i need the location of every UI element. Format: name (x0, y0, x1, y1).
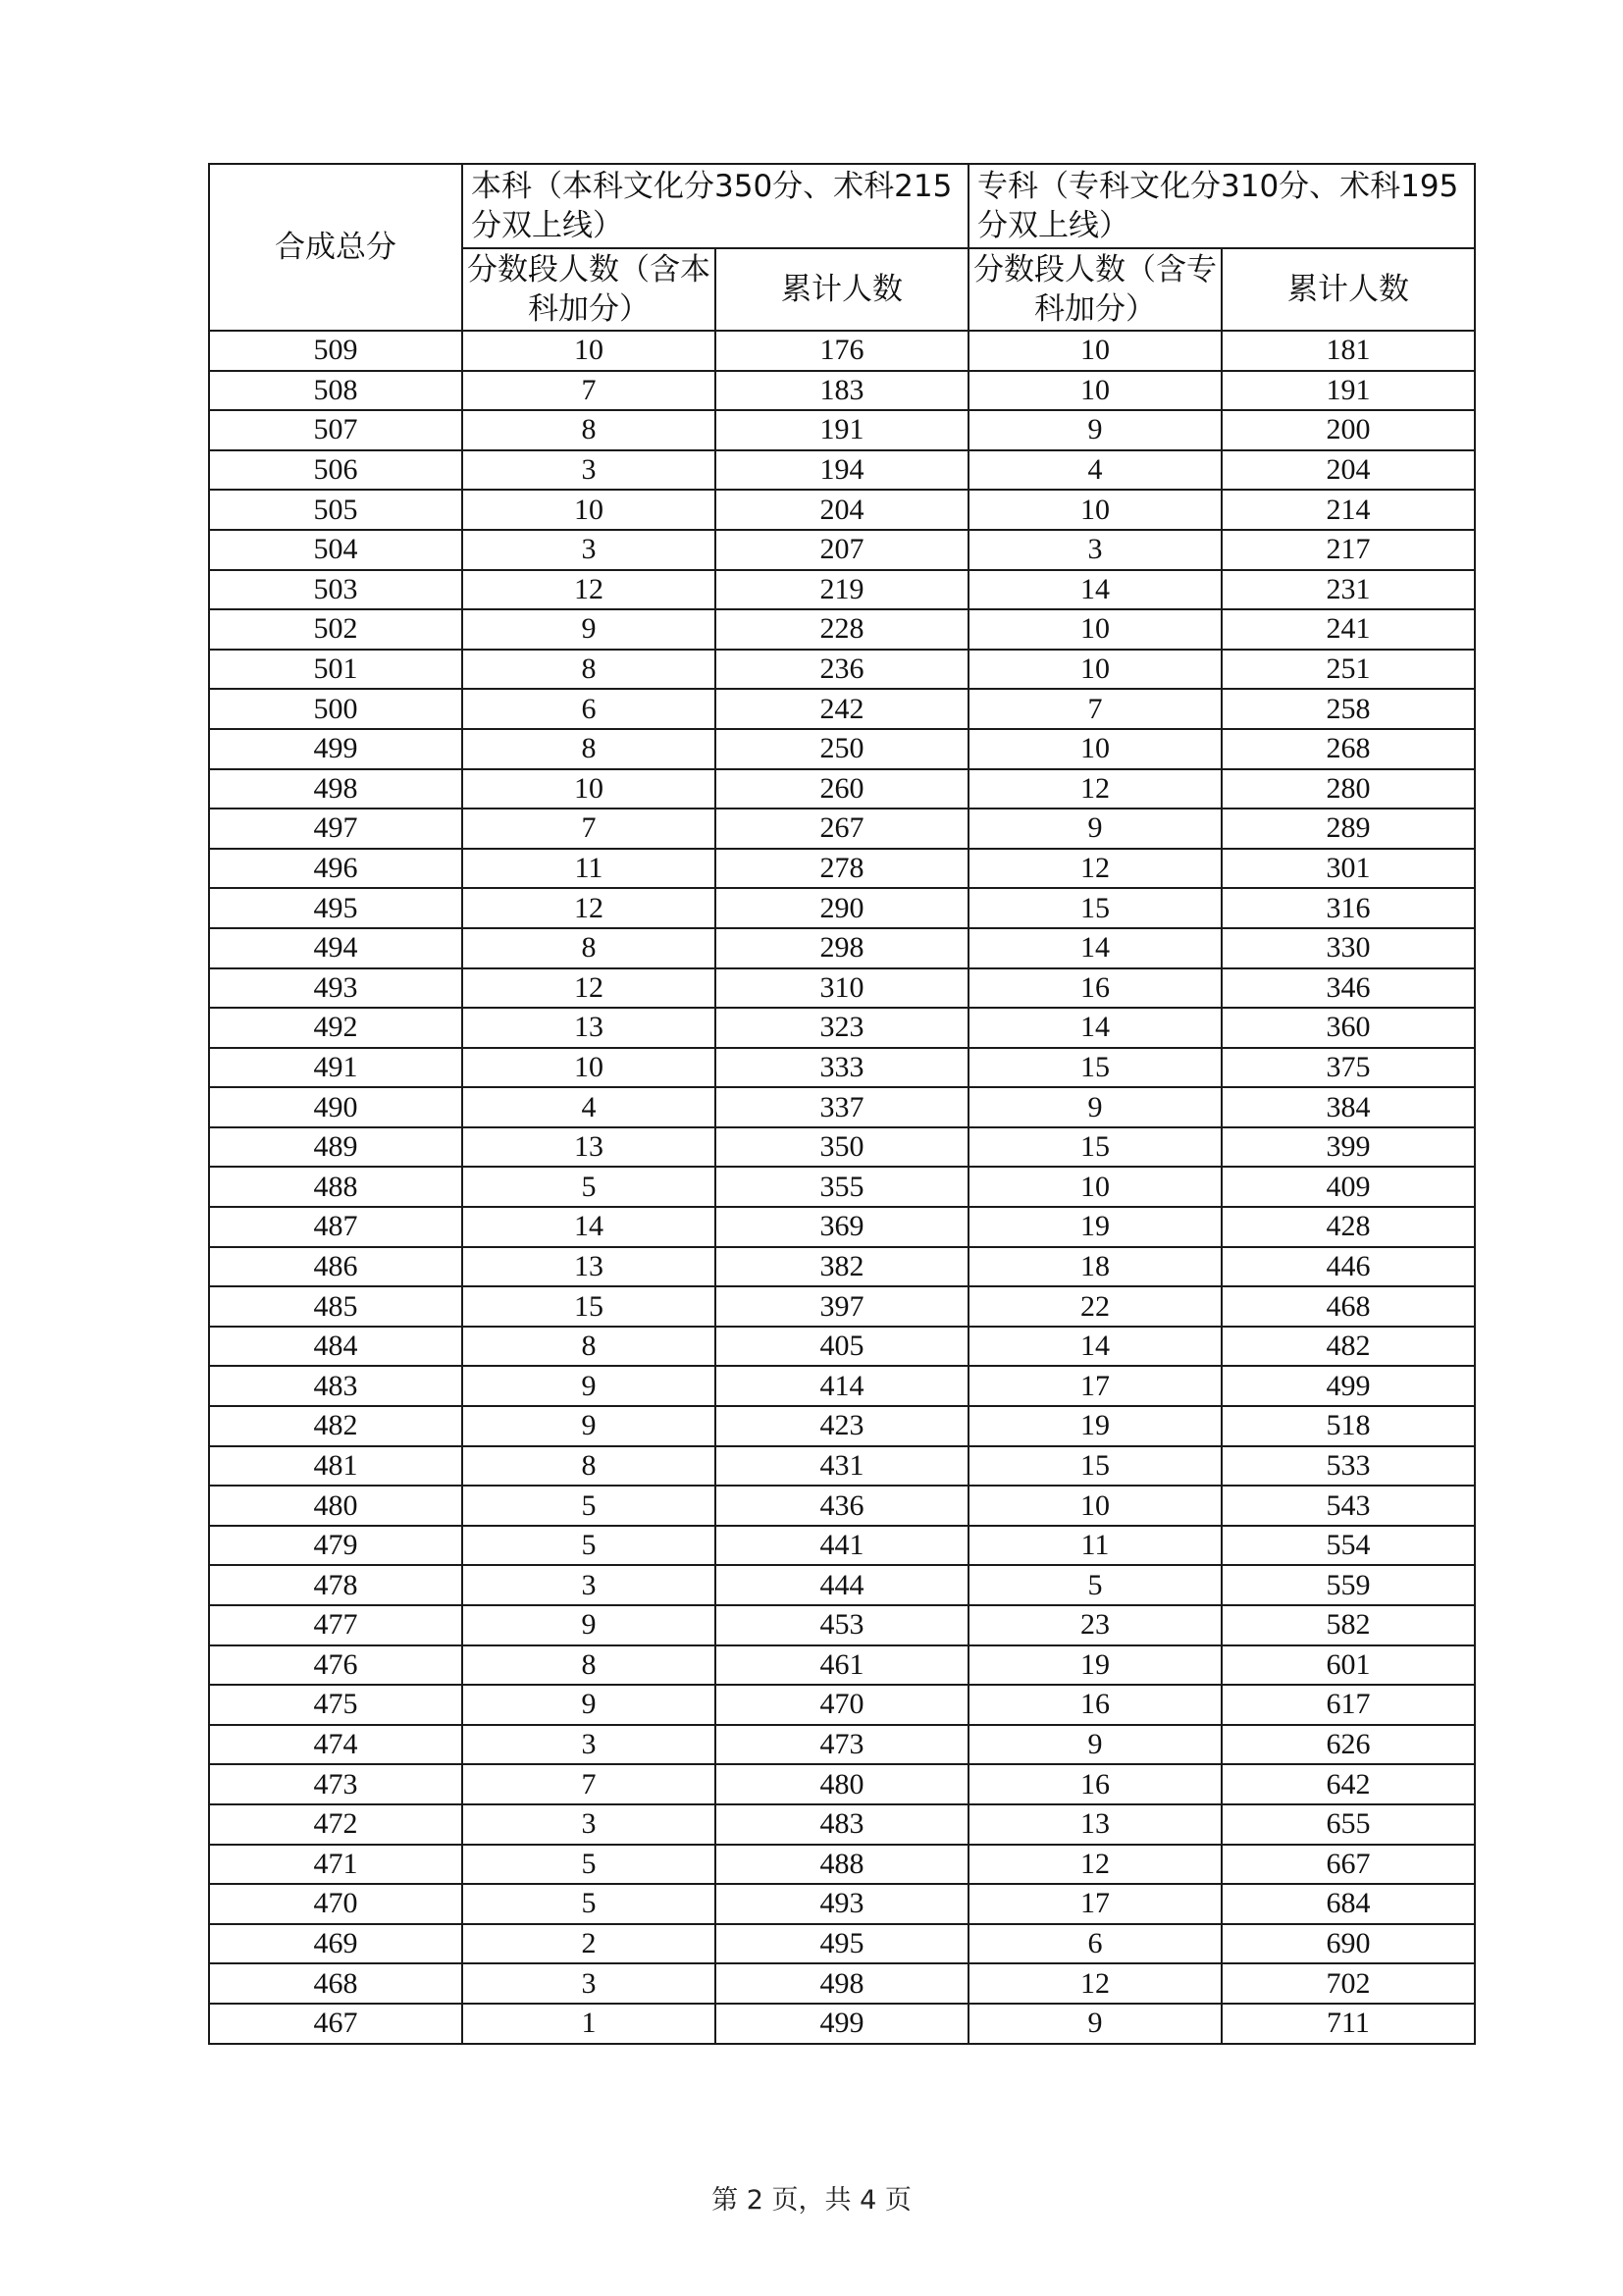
cell-bk-cumulative: 310 (715, 968, 969, 1009)
table-row (209, 1565, 1475, 1605)
cell-score: 482 (209, 1406, 462, 1446)
cell-score: 488 (209, 1167, 462, 1207)
cell-zk-count: 10 (969, 650, 1222, 690)
cell-zk-cumulative: 518 (1222, 1406, 1475, 1446)
cell-bk-count: 13 (462, 1008, 715, 1048)
cell-bk-cumulative: 337 (715, 1087, 969, 1127)
cell-bk-count: 3 (462, 1804, 715, 1845)
cell-zk-count: 14 (969, 1327, 1222, 1367)
header-zk-group: 专科（专科文化分310分、术科195分双上线） (969, 164, 1475, 248)
cell-bk-count: 10 (462, 1048, 715, 1088)
cell-zk-count: 9 (969, 809, 1222, 849)
cell-zk-count: 16 (969, 1685, 1222, 1725)
cell-zk-cumulative: 468 (1222, 1286, 1475, 1327)
cell-zk-count: 4 (969, 450, 1222, 491)
table-row (209, 650, 1475, 690)
cell-bk-cumulative: 219 (715, 570, 969, 610)
cell-bk-cumulative: 194 (715, 450, 969, 491)
cell-score: 497 (209, 809, 462, 849)
cell-zk-count: 10 (969, 729, 1222, 769)
cell-zk-count: 3 (969, 530, 1222, 570)
cell-zk-cumulative: 375 (1222, 1048, 1475, 1088)
cell-zk-cumulative: 684 (1222, 1884, 1475, 1924)
cell-zk-count: 22 (969, 1286, 1222, 1327)
table-row (209, 331, 1475, 371)
cell-bk-cumulative: 499 (715, 2004, 969, 2044)
table-row (209, 1486, 1475, 1526)
cell-bk-cumulative: 473 (715, 1725, 969, 1765)
cell-zk-cumulative: 384 (1222, 1087, 1475, 1127)
cell-bk-cumulative: 369 (715, 1207, 969, 1247)
cell-zk-cumulative: 181 (1222, 331, 1475, 371)
cell-zk-count: 19 (969, 1406, 1222, 1446)
cell-zk-cumulative: 499 (1222, 1366, 1475, 1406)
cell-zk-count: 15 (969, 1446, 1222, 1487)
cell-zk-count: 10 (969, 1486, 1222, 1526)
cell-score: 470 (209, 1884, 462, 1924)
cell-bk-count: 8 (462, 1446, 715, 1487)
cell-bk-cumulative: 423 (715, 1406, 969, 1446)
cell-score: 489 (209, 1127, 462, 1168)
cell-score: 509 (209, 331, 462, 371)
table-row (209, 410, 1475, 450)
cell-score: 472 (209, 1804, 462, 1845)
cell-zk-count: 16 (969, 968, 1222, 1009)
cell-zk-count: 10 (969, 1167, 1222, 1207)
cell-score: 474 (209, 1725, 462, 1765)
cell-zk-count: 12 (969, 769, 1222, 809)
cell-zk-count: 9 (969, 410, 1222, 450)
score-distribution-table (208, 163, 1476, 2045)
cell-bk-count: 7 (462, 809, 715, 849)
header-bk-count: 分数段人数（含本科加分） (462, 248, 715, 331)
table-row (209, 1605, 1475, 1645)
cell-score: 471 (209, 1845, 462, 1885)
cell-bk-cumulative: 382 (715, 1247, 969, 1287)
cell-zk-cumulative: 316 (1222, 888, 1475, 928)
cell-score: 478 (209, 1565, 462, 1605)
cell-zk-count: 9 (969, 1725, 1222, 1765)
cell-zk-count: 17 (969, 1366, 1222, 1406)
cell-score: 476 (209, 1645, 462, 1686)
cell-bk-count: 6 (462, 689, 715, 729)
cell-bk-cumulative: 498 (715, 1963, 969, 2004)
cell-bk-count: 3 (462, 1963, 715, 2004)
table-row (209, 1366, 1475, 1406)
table-row (209, 1446, 1475, 1487)
cell-score: 495 (209, 888, 462, 928)
table-row (209, 570, 1475, 610)
table-row (209, 1167, 1475, 1207)
cell-zk-cumulative: 617 (1222, 1685, 1475, 1725)
cell-zk-count: 15 (969, 888, 1222, 928)
cell-bk-cumulative: 405 (715, 1327, 969, 1367)
cell-zk-count: 16 (969, 1764, 1222, 1804)
cell-bk-cumulative: 453 (715, 1605, 969, 1645)
cell-zk-count: 14 (969, 570, 1222, 610)
cell-zk-cumulative: 582 (1222, 1605, 1475, 1645)
cell-score: 485 (209, 1286, 462, 1327)
table-row (209, 1645, 1475, 1686)
cell-zk-cumulative: 330 (1222, 928, 1475, 968)
cell-zk-count: 15 (969, 1048, 1222, 1088)
page-footer: 第 2 页，共 4 页 (711, 2185, 912, 2216)
cell-bk-count: 3 (462, 530, 715, 570)
cell-zk-count: 5 (969, 1565, 1222, 1605)
cell-bk-count: 7 (462, 371, 715, 411)
cell-score: 504 (209, 530, 462, 570)
cell-zk-cumulative: 360 (1222, 1008, 1475, 1048)
cell-bk-cumulative: 441 (715, 1526, 969, 1566)
cell-zk-cumulative: 214 (1222, 490, 1475, 530)
cell-bk-count: 3 (462, 1565, 715, 1605)
cell-bk-cumulative: 278 (715, 849, 969, 889)
cell-bk-count: 7 (462, 1764, 715, 1804)
cell-score: 505 (209, 490, 462, 530)
cell-bk-cumulative: 267 (715, 809, 969, 849)
cell-bk-count: 8 (462, 729, 715, 769)
cell-bk-count: 9 (462, 1685, 715, 1725)
table-row (209, 1327, 1475, 1367)
cell-bk-cumulative: 176 (715, 331, 969, 371)
cell-bk-count: 8 (462, 410, 715, 450)
cell-bk-cumulative: 191 (715, 410, 969, 450)
cell-zk-count: 7 (969, 689, 1222, 729)
table-row (209, 1924, 1475, 1964)
cell-zk-cumulative: 601 (1222, 1645, 1475, 1686)
table-row (209, 1526, 1475, 1566)
cell-zk-cumulative: 482 (1222, 1327, 1475, 1367)
cell-zk-count: 13 (969, 1804, 1222, 1845)
cell-score: 486 (209, 1247, 462, 1287)
cell-zk-cumulative: 301 (1222, 849, 1475, 889)
cell-zk-count: 10 (969, 331, 1222, 371)
cell-bk-cumulative: 495 (715, 1924, 969, 1964)
cell-bk-count: 2 (462, 1924, 715, 1964)
cell-bk-count: 9 (462, 1605, 715, 1645)
cell-bk-count: 12 (462, 570, 715, 610)
cell-zk-count: 10 (969, 371, 1222, 411)
cell-zk-cumulative: 428 (1222, 1207, 1475, 1247)
cell-zk-count: 14 (969, 928, 1222, 968)
table-row (209, 371, 1475, 411)
cell-zk-cumulative: 533 (1222, 1446, 1475, 1487)
cell-zk-cumulative: 626 (1222, 1725, 1475, 1765)
cell-bk-cumulative: 470 (715, 1685, 969, 1725)
cell-score: 496 (209, 849, 462, 889)
table-body (209, 331, 1475, 2044)
cell-zk-count: 10 (969, 490, 1222, 530)
cell-score: 480 (209, 1486, 462, 1526)
table-row (209, 1127, 1475, 1168)
cell-score: 477 (209, 1605, 462, 1645)
cell-score: 469 (209, 1924, 462, 1964)
cell-zk-cumulative: 191 (1222, 371, 1475, 411)
cell-zk-cumulative: 667 (1222, 1845, 1475, 1885)
cell-score: 500 (209, 689, 462, 729)
cell-score: 491 (209, 1048, 462, 1088)
table-row (209, 809, 1475, 849)
cell-bk-cumulative: 355 (715, 1167, 969, 1207)
cell-bk-cumulative: 204 (715, 490, 969, 530)
cell-bk-count: 15 (462, 1286, 715, 1327)
cell-zk-cumulative: 690 (1222, 1924, 1475, 1964)
cell-bk-cumulative: 483 (715, 1804, 969, 1845)
table-row (209, 928, 1475, 968)
cell-zk-cumulative: 289 (1222, 809, 1475, 849)
cell-zk-count: 19 (969, 1207, 1222, 1247)
cell-bk-cumulative: 250 (715, 729, 969, 769)
table-row (209, 1207, 1475, 1247)
cell-score: 473 (209, 1764, 462, 1804)
cell-bk-cumulative: 333 (715, 1048, 969, 1088)
cell-bk-count: 5 (462, 1167, 715, 1207)
cell-zk-cumulative: 268 (1222, 729, 1475, 769)
table-row (209, 1247, 1475, 1287)
cell-score: 479 (209, 1526, 462, 1566)
cell-zk-cumulative: 711 (1222, 2004, 1475, 2044)
cell-bk-count: 5 (462, 1486, 715, 1526)
cell-bk-cumulative: 236 (715, 650, 969, 690)
cell-zk-count: 10 (969, 609, 1222, 650)
table-row (209, 729, 1475, 769)
cell-bk-cumulative: 242 (715, 689, 969, 729)
table-row (209, 888, 1475, 928)
cell-bk-count: 3 (462, 450, 715, 491)
cell-bk-cumulative: 397 (715, 1286, 969, 1327)
cell-bk-count: 8 (462, 1645, 715, 1686)
table-row (209, 1048, 1475, 1088)
cell-score: 502 (209, 609, 462, 650)
cell-bk-count: 12 (462, 888, 715, 928)
cell-zk-cumulative: 217 (1222, 530, 1475, 570)
cell-zk-count: 19 (969, 1645, 1222, 1686)
cell-score: 475 (209, 1685, 462, 1725)
cell-score: 499 (209, 729, 462, 769)
cell-score: 490 (209, 1087, 462, 1127)
cell-bk-count: 12 (462, 968, 715, 1009)
cell-zk-count: 6 (969, 1924, 1222, 1964)
cell-score: 507 (209, 410, 462, 450)
cell-bk-cumulative: 350 (715, 1127, 969, 1168)
table-row (209, 1008, 1475, 1048)
header-zk-count: 分数段人数（含专科加分） (969, 248, 1222, 331)
cell-score: 493 (209, 968, 462, 1009)
cell-zk-cumulative: 346 (1222, 968, 1475, 1009)
cell-bk-count: 9 (462, 1366, 715, 1406)
table-header (209, 164, 1475, 331)
cell-zk-count: 23 (969, 1605, 1222, 1645)
cell-bk-cumulative: 228 (715, 609, 969, 650)
table-row (209, 849, 1475, 889)
cell-bk-cumulative: 290 (715, 888, 969, 928)
cell-zk-cumulative: 241 (1222, 609, 1475, 650)
table-row (209, 1884, 1475, 1924)
table-row (209, 1845, 1475, 1885)
cell-zk-count: 14 (969, 1008, 1222, 1048)
cell-zk-cumulative: 280 (1222, 769, 1475, 809)
cell-bk-cumulative: 493 (715, 1884, 969, 1924)
cell-zk-cumulative: 204 (1222, 450, 1475, 491)
cell-score: 483 (209, 1366, 462, 1406)
cell-bk-count: 13 (462, 1127, 715, 1168)
cell-score: 506 (209, 450, 462, 491)
cell-bk-count: 4 (462, 1087, 715, 1127)
cell-bk-count: 10 (462, 490, 715, 530)
cell-zk-cumulative: 642 (1222, 1764, 1475, 1804)
table-row (209, 1685, 1475, 1725)
cell-bk-count: 8 (462, 928, 715, 968)
cell-zk-count: 11 (969, 1526, 1222, 1566)
cell-zk-count: 18 (969, 1247, 1222, 1287)
cell-score: 508 (209, 371, 462, 411)
cell-score: 498 (209, 769, 462, 809)
cell-bk-count: 13 (462, 1247, 715, 1287)
cell-bk-cumulative: 461 (715, 1645, 969, 1686)
cell-bk-count: 5 (462, 1884, 715, 1924)
cell-bk-count: 5 (462, 1526, 715, 1566)
header-bk-group: 本科（本科文化分350分、术科215分双上线） (462, 164, 969, 248)
cell-zk-cumulative: 543 (1222, 1486, 1475, 1526)
cell-bk-count: 9 (462, 609, 715, 650)
cell-bk-cumulative: 414 (715, 1366, 969, 1406)
cell-zk-count: 9 (969, 1087, 1222, 1127)
cell-bk-cumulative: 260 (715, 769, 969, 809)
header-row-groups (209, 164, 1475, 248)
cell-score: 494 (209, 928, 462, 968)
cell-zk-cumulative: 399 (1222, 1127, 1475, 1168)
cell-zk-count: 17 (969, 1884, 1222, 1924)
header-zk-cumulative: 累计人数 (1222, 248, 1475, 331)
cell-bk-count: 1 (462, 2004, 715, 2044)
cell-zk-cumulative: 251 (1222, 650, 1475, 690)
table-row (209, 450, 1475, 491)
cell-zk-count: 12 (969, 849, 1222, 889)
table-row (209, 1286, 1475, 1327)
cell-bk-cumulative: 431 (715, 1446, 969, 1487)
cell-zk-count: 9 (969, 2004, 1222, 2044)
cell-score: 467 (209, 2004, 462, 2044)
cell-bk-count: 14 (462, 1207, 715, 1247)
table-row (209, 769, 1475, 809)
table-row (209, 490, 1475, 530)
cell-zk-cumulative: 554 (1222, 1526, 1475, 1566)
cell-score: 487 (209, 1207, 462, 1247)
cell-bk-cumulative: 444 (715, 1565, 969, 1605)
header-bk-cumulative: 累计人数 (715, 248, 969, 331)
cell-bk-cumulative: 183 (715, 371, 969, 411)
header-score: 合成总分 (209, 164, 462, 331)
cell-zk-cumulative: 409 (1222, 1167, 1475, 1207)
cell-bk-cumulative: 323 (715, 1008, 969, 1048)
cell-zk-count: 12 (969, 1963, 1222, 2004)
cell-bk-cumulative: 436 (715, 1486, 969, 1526)
cell-bk-cumulative: 207 (715, 530, 969, 570)
cell-zk-cumulative: 702 (1222, 1963, 1475, 2004)
cell-bk-count: 5 (462, 1845, 715, 1885)
table-row (209, 968, 1475, 1009)
cell-score: 484 (209, 1327, 462, 1367)
cell-bk-count: 10 (462, 331, 715, 371)
cell-zk-cumulative: 231 (1222, 570, 1475, 610)
cell-bk-count: 11 (462, 849, 715, 889)
cell-zk-count: 12 (969, 1845, 1222, 1885)
cell-bk-cumulative: 298 (715, 928, 969, 968)
table-row (209, 1963, 1475, 2004)
cell-zk-cumulative: 655 (1222, 1804, 1475, 1845)
table-row (209, 1804, 1475, 1845)
cell-zk-cumulative: 559 (1222, 1565, 1475, 1605)
cell-bk-count: 8 (462, 650, 715, 690)
table-row (209, 1764, 1475, 1804)
table-row (209, 1087, 1475, 1127)
cell-score: 481 (209, 1446, 462, 1487)
cell-bk-count: 8 (462, 1327, 715, 1367)
cell-score: 503 (209, 570, 462, 610)
table-row (209, 1406, 1475, 1446)
score-distribution-sheet (208, 163, 1474, 2045)
cell-bk-count: 3 (462, 1725, 715, 1765)
cell-score: 501 (209, 650, 462, 690)
cell-score: 492 (209, 1008, 462, 1048)
cell-bk-count: 10 (462, 769, 715, 809)
table-row (209, 2004, 1475, 2044)
cell-zk-cumulative: 446 (1222, 1247, 1475, 1287)
cell-zk-cumulative: 200 (1222, 410, 1475, 450)
cell-score: 468 (209, 1963, 462, 2004)
cell-bk-cumulative: 480 (715, 1764, 969, 1804)
table-row (209, 689, 1475, 729)
cell-zk-count: 15 (969, 1127, 1222, 1168)
table-row (209, 609, 1475, 650)
table-row (209, 1725, 1475, 1765)
cell-bk-cumulative: 488 (715, 1845, 969, 1885)
cell-bk-count: 9 (462, 1406, 715, 1446)
table-row (209, 530, 1475, 570)
cell-zk-cumulative: 258 (1222, 689, 1475, 729)
